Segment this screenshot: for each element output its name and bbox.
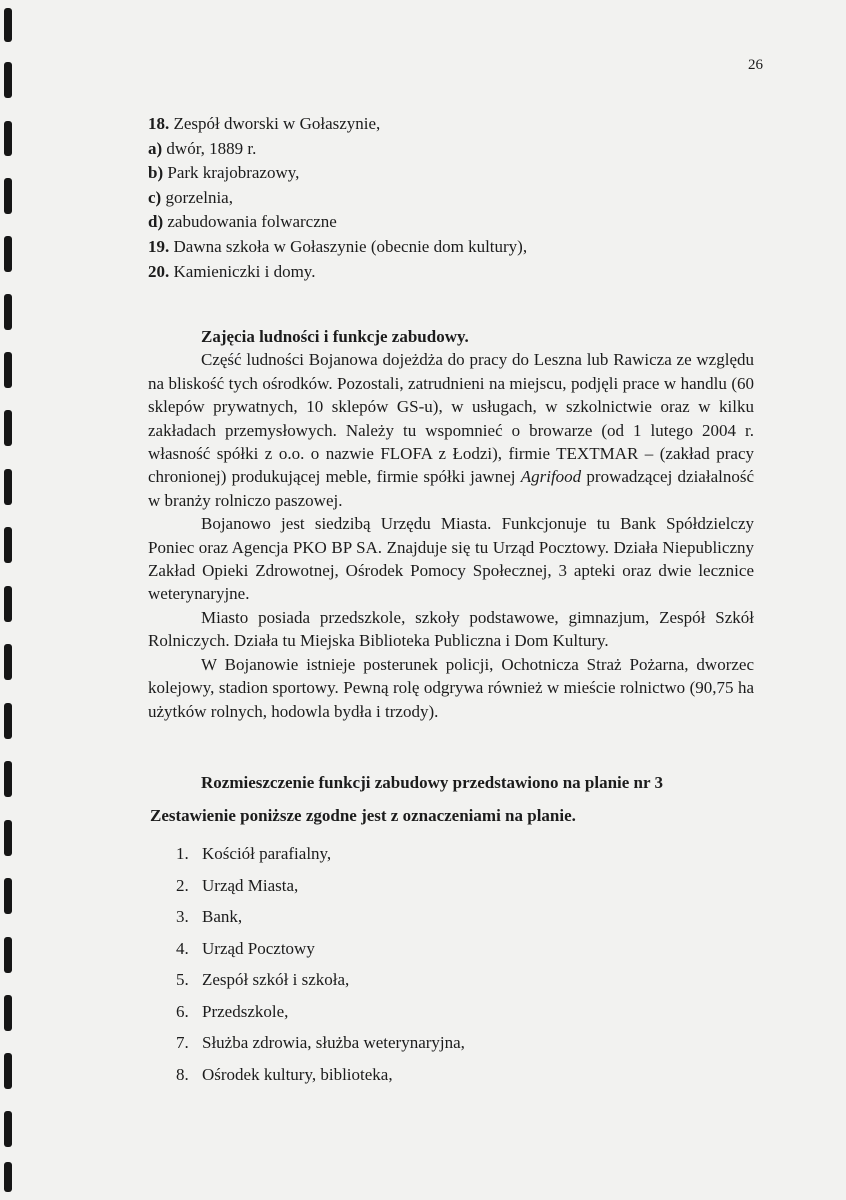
item-number: 2.	[176, 875, 189, 895]
binding-hole	[4, 586, 12, 622]
item-text: Park krajobrazowy,	[163, 163, 300, 183]
item-text: Bank,	[202, 907, 243, 926]
binding-hole	[4, 995, 12, 1031]
binding-hole	[4, 937, 12, 973]
monument-list	[148, 112, 527, 284]
binding-hole	[4, 1053, 12, 1089]
list-item	[148, 112, 527, 137]
binding-hole	[4, 1162, 12, 1192]
paragraph-text: Część ludności Bojanowa dojeżdża do pracy do Leszna lub Rawicza ze względu na bliskość tych ośrodków. Pozostali, zatrudnieni na miejscu, podjęli prace w handlu (60 sklepów prywatnych, 10 sklepów GS-u), w usługach, w szkolnictwie oraz w kilku zakładach przemysłowych. Należy tu wspomnieć o browarze (od 1 lutego 2004 r. własność spółki z o.o. o nazwie FLOFA z Łodzi), firmie TEXTMAR – (zakład pracy chronionej) produkującej meble, firmie spółki jawnej	[148, 350, 754, 487]
item-number: a)	[148, 138, 163, 158]
item-text: Kamieniczki i domy.	[169, 261, 316, 281]
binding-hole	[4, 644, 12, 680]
list-item	[176, 933, 465, 965]
item-number: 5.	[176, 970, 189, 989]
function-list	[176, 838, 465, 1090]
list-item	[148, 235, 527, 260]
item-number: 20.	[148, 261, 170, 281]
binding-hole	[4, 121, 12, 156]
item-number: 6.	[176, 1001, 189, 1021]
paragraph: Miasto posiada przedszkole, szkoły podstawowe, gimnazjum, Zespół Szkół Rolniczych. Działa tu Miejska Biblioteka Publiczna i Dom Kultury.	[148, 607, 754, 651]
item-text: Urząd Pocztowy	[202, 938, 315, 958]
plan-reference-heading: Rozmieszczenie funkcji zabudowy przedstawiono na planie nr 3	[201, 773, 663, 792]
binding-hole	[4, 410, 12, 446]
list-item	[176, 1027, 465, 1059]
paragraph-text: prowadzącej działalność w branży rolniczo paszowej.	[148, 467, 754, 510]
item-number: 1.	[176, 844, 189, 863]
binding-hole	[4, 178, 12, 214]
item-number: c)	[148, 187, 162, 207]
binding-hole	[4, 761, 12, 797]
item-text: Zespół szkół i szkoła,	[202, 970, 350, 989]
item-text: Kościół parafialny,	[202, 844, 332, 863]
binding-hole	[4, 1111, 12, 1147]
list-item	[148, 161, 527, 186]
company-name: Agrifood	[520, 467, 582, 487]
list-item	[176, 870, 465, 902]
binding-hole	[4, 8, 12, 42]
item-number: 7.	[176, 1033, 189, 1052]
list-item	[148, 137, 527, 162]
binding-hole	[4, 820, 12, 856]
list-item	[176, 901, 465, 933]
item-text: Ośrodek kultury, biblioteka,	[202, 1064, 393, 1084]
list-item	[148, 210, 527, 235]
binding-hole	[4, 527, 12, 563]
item-number: 4.	[176, 938, 189, 958]
item-number: 3.	[176, 907, 189, 926]
legend-heading: Zestawienie poniższe zgodne jest z oznaczeniami na planie.	[150, 806, 576, 825]
page-number: 26	[748, 57, 763, 73]
item-number: b)	[148, 163, 164, 183]
binding-hole	[4, 703, 12, 739]
paragraph	[148, 348, 754, 512]
list-item	[176, 1059, 465, 1091]
item-number: 19.	[148, 236, 170, 256]
section-heading: Zajęcia ludności i funkcje zabudowy.	[201, 327, 469, 346]
list-item	[148, 186, 527, 211]
item-text: Służba zdrowia, służba weterynaryjna,	[202, 1033, 465, 1052]
list-item	[176, 996, 465, 1028]
list-item	[176, 964, 465, 996]
item-text: Przedszkole,	[202, 1001, 289, 1021]
binding-hole	[4, 236, 12, 272]
item-text: zabudowania folwarczne	[163, 212, 337, 232]
item-number: 18.	[148, 114, 170, 133]
item-text: Zespół dworski w Gołaszynie,	[169, 114, 381, 133]
item-number: 8.	[176, 1064, 189, 1084]
item-text: Urząd Miasta,	[202, 875, 299, 895]
paragraph: W Bojanowie istnieje posterunek policji, Ochotnicza Straż Pożarna, dworzec kolejowy, stadion sportowy. Pewną rolę odgrywa również w mieście rolnictwo (90,75 ha użytków rolnych, hodowla bydła i trzody).	[148, 654, 754, 721]
item-text: gorzelnia,	[161, 187, 233, 207]
list-item	[148, 260, 527, 285]
binding-hole	[4, 469, 12, 505]
binding-hole	[4, 62, 12, 98]
item-text: Dawna szkoła w Gołaszynie (obecnie dom kultury),	[169, 236, 528, 256]
item-number: d)	[148, 212, 164, 232]
binding-hole	[4, 294, 12, 330]
occupation-section	[148, 325, 754, 723]
item-text: dwór, 1889 r.	[162, 138, 257, 158]
binding-holes	[0, 0, 40, 1200]
binding-hole	[4, 352, 12, 388]
paragraph: Bojanowo jest siedzibą Urzędu Miasta. Funkcjonuje tu Bank Spółdzielczy Poniec oraz Agencja PKO BP SA. Znajduje się tu Urząd Pocztowy. Działa Niepubliczny Zakład Opieki Zdrowotnej, Ośrodek Pomocy Społecznej, 3 apteki oraz dwie lecznice weterynaryjne.	[148, 514, 754, 604]
list-item	[176, 838, 465, 870]
binding-hole	[4, 878, 12, 914]
